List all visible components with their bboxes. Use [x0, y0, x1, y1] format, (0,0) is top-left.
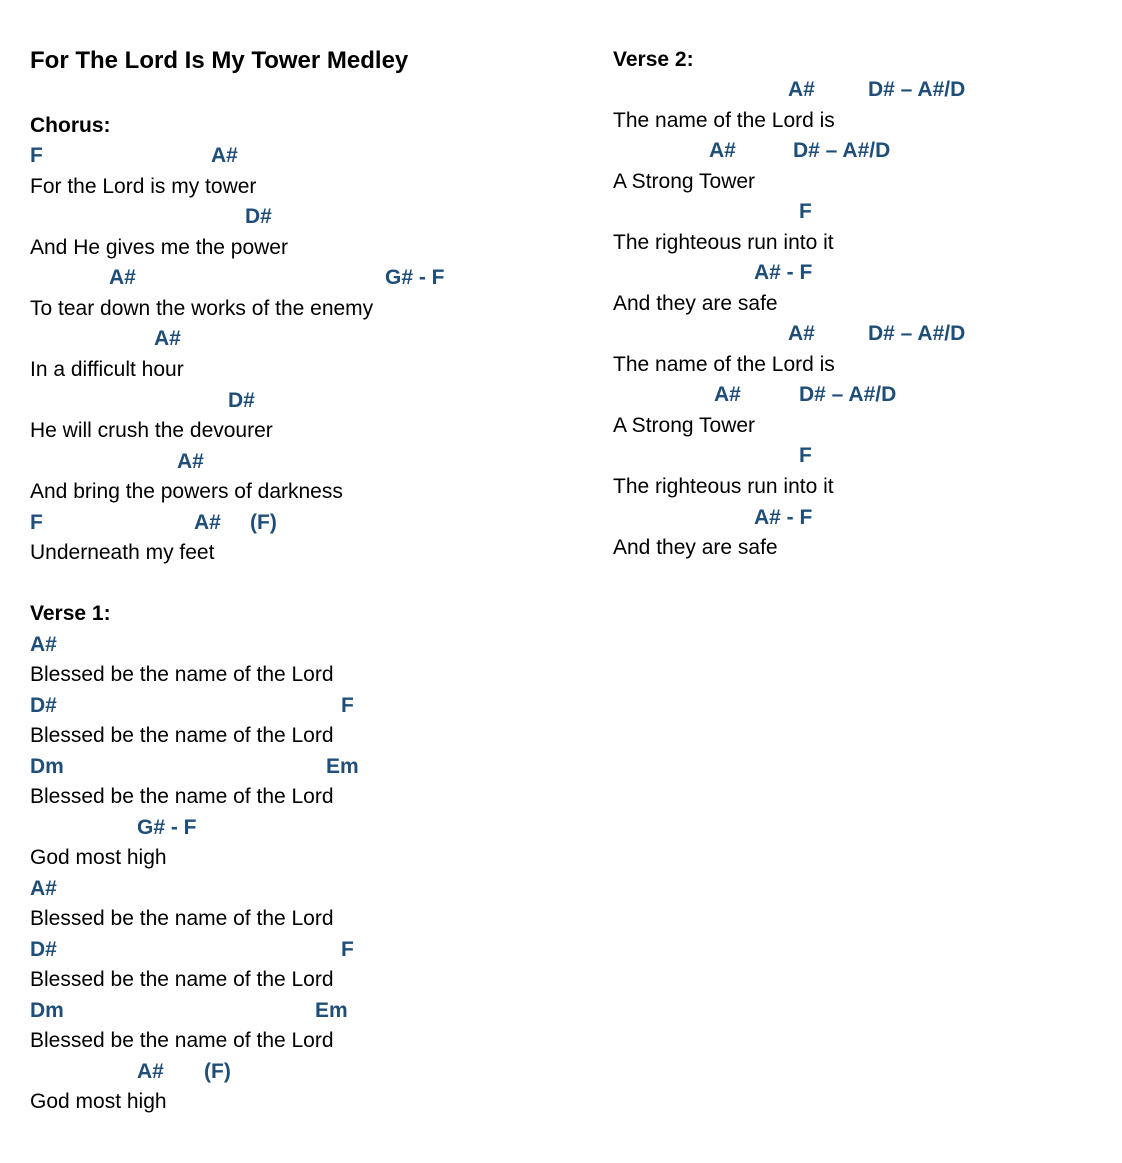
- chord-line: [30, 143, 238, 169]
- lyric-line: And they are safe: [613, 536, 778, 559]
- chord: Dm: [30, 755, 64, 778]
- chord-line: [613, 443, 812, 469]
- lyric-line: The name of the Lord is: [613, 353, 835, 376]
- chord-line: [613, 505, 813, 531]
- song-title: For The Lord Is My Tower Medley: [30, 47, 409, 74]
- lyric-line: The righteous run into it: [613, 475, 834, 498]
- lyric-line: A Strong Tower: [613, 414, 756, 437]
- chord: D#: [228, 389, 255, 412]
- chord-line: [30, 693, 354, 719]
- chord: D# – A#/D: [868, 322, 966, 345]
- chord: A#: [137, 1060, 164, 1083]
- chord-line: [613, 199, 812, 225]
- chord: D# – A#/D: [868, 78, 966, 101]
- chord: D#: [30, 694, 57, 717]
- chord-line: [30, 815, 197, 841]
- chord: A#: [30, 633, 57, 656]
- chord-line: [613, 260, 813, 286]
- chord: A# - F: [754, 506, 813, 529]
- chord: Em: [326, 755, 359, 778]
- chord: A#: [109, 266, 136, 289]
- chord: F: [30, 144, 43, 167]
- chord: D# – A#/D: [799, 383, 897, 406]
- chord-line: [30, 876, 57, 902]
- chord: F: [341, 938, 354, 961]
- chord-line: [613, 138, 891, 164]
- chord: A#: [177, 450, 204, 473]
- lyric-line: God most high: [30, 846, 167, 869]
- chord: A#: [211, 144, 238, 167]
- chord: A#: [194, 511, 221, 534]
- verse2-heading: Verse 2:: [613, 48, 694, 71]
- chord: D#: [30, 938, 57, 961]
- chord-line: [30, 754, 359, 780]
- chord: G# - F: [137, 816, 197, 839]
- chord: A#: [788, 78, 815, 101]
- chord-line: [30, 1059, 231, 1085]
- lyric-line: God most high: [30, 1090, 167, 1113]
- lyric-line: He will crush the devourer: [30, 419, 273, 442]
- chord-line: [30, 937, 354, 963]
- lyric-line: In a difficult hour: [30, 358, 184, 381]
- lyric-line: A Strong Tower: [613, 170, 756, 193]
- chord: A#: [154, 327, 181, 350]
- lyric-line: And they are safe: [613, 292, 778, 315]
- lyric-line: Blessed be the name of the Lord: [30, 968, 334, 991]
- chord: D#: [245, 205, 272, 228]
- chord: A#: [788, 322, 815, 345]
- lyric-line: Blessed be the name of the Lord: [30, 785, 334, 808]
- chord: F: [341, 694, 354, 717]
- chord-line: [30, 265, 445, 291]
- chord: A#: [709, 139, 736, 162]
- lyric-line: And He gives me the power: [30, 236, 288, 259]
- lyric-line: Blessed be the name of the Lord: [30, 1029, 334, 1052]
- lyric-line: Blessed be the name of the Lord: [30, 907, 334, 930]
- lyric-line: For the Lord is my tower: [30, 175, 257, 198]
- chord: F: [799, 200, 812, 223]
- chord-line: [613, 77, 966, 103]
- chord: A# - F: [754, 261, 813, 284]
- lyric-line: The righteous run into it: [613, 231, 834, 254]
- chord: Dm: [30, 999, 64, 1022]
- chord-line: [30, 632, 57, 658]
- chord-line: [30, 449, 204, 475]
- chord-line: [30, 326, 181, 352]
- chord: (F): [204, 1060, 231, 1083]
- chord-line: [30, 510, 277, 536]
- lyric-line: And bring the powers of darkness: [30, 480, 343, 503]
- chord-line: [613, 321, 966, 347]
- chord: D# – A#/D: [793, 139, 891, 162]
- chord-line: [30, 388, 255, 414]
- lyric-line: Underneath my feet: [30, 541, 215, 564]
- chord: F: [799, 444, 812, 467]
- chord-line: [30, 204, 272, 230]
- lyric-line: Blessed be the name of the Lord: [30, 724, 334, 747]
- chord: (F): [250, 511, 277, 534]
- chord: Em: [315, 999, 348, 1022]
- lyric-line: To tear down the works of the enemy: [30, 297, 374, 320]
- chord: A#: [714, 383, 741, 406]
- chord: A#: [30, 877, 57, 900]
- chorus-heading: Chorus:: [30, 114, 111, 137]
- verse1-heading: Verse 1:: [30, 602, 111, 625]
- chord-line: [613, 382, 897, 408]
- chord: F: [30, 511, 43, 534]
- chord-line: [30, 998, 348, 1024]
- lyric-line: Blessed be the name of the Lord: [30, 663, 334, 686]
- chord: G# - F: [385, 266, 445, 289]
- lyric-line: The name of the Lord is: [613, 109, 835, 132]
